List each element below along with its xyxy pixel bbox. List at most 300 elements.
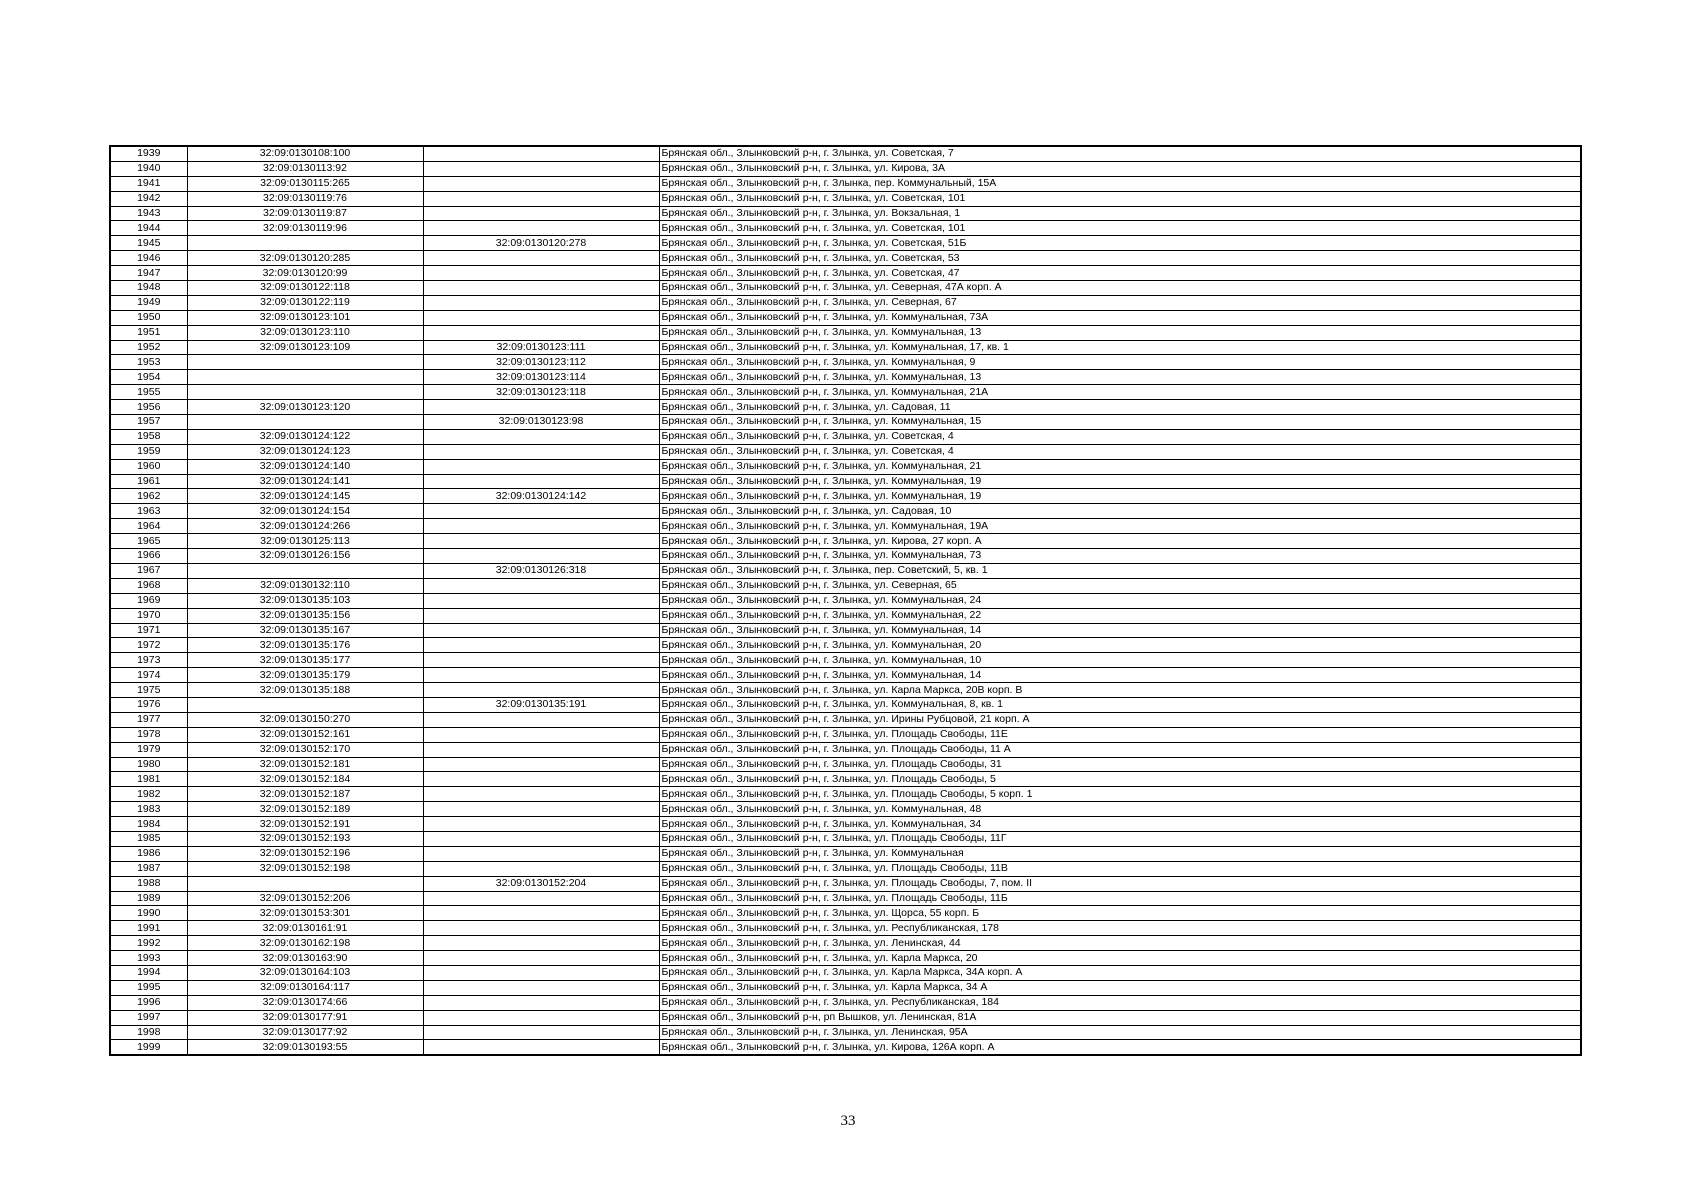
- address-cell: Брянская обл., Злынковский р-н, г. Злынка, ул. Коммунальная, 34: [659, 817, 1581, 832]
- object-number-cell: [423, 429, 659, 444]
- row-number-cell: 1966: [110, 549, 187, 564]
- row-number-cell: 1942: [110, 191, 187, 206]
- row-number-cell: 1963: [110, 504, 187, 519]
- cadastral-number-cell: 32:09:0130123:110: [187, 325, 423, 340]
- object-number-cell: 32:09:0130135:191: [423, 697, 659, 712]
- object-number-cell: [423, 757, 659, 772]
- address-cell: Брянская обл., Злынковский р-н, г. Злынка, ул. Коммунальная, 19: [659, 474, 1581, 489]
- row-number-cell: 1960: [110, 459, 187, 474]
- address-cell: Брянская обл., Злынковский р-н, г. Злынка, ул. Советская, 101: [659, 221, 1581, 236]
- object-number-cell: [423, 846, 659, 861]
- row-number-cell: 1944: [110, 221, 187, 236]
- cadastral-number-cell: 32:09:0130108:100: [187, 146, 423, 161]
- address-cell: Брянская обл., Злынковский р-н, рп Вышков, ул. Ленинская, 81А: [659, 1010, 1581, 1025]
- cadastral-number-cell: [187, 370, 423, 385]
- table-row: [110, 876, 1581, 891]
- object-number-cell: [423, 221, 659, 236]
- table-row: [110, 638, 1581, 653]
- table-row: [110, 549, 1581, 564]
- row-number-cell: 1953: [110, 355, 187, 370]
- table-row: [110, 266, 1581, 281]
- object-number-cell: [423, 400, 659, 415]
- cadastral-number-cell: 32:09:0130152:196: [187, 846, 423, 861]
- table-row: [110, 236, 1581, 251]
- object-number-cell: [423, 727, 659, 742]
- row-number-cell: 1978: [110, 727, 187, 742]
- object-number-cell: 32:09:0130123:118: [423, 385, 659, 400]
- address-cell: Брянская обл., Злынковский р-н, г. Злынка, ул. Коммунальная, 21А: [659, 385, 1581, 400]
- address-cell: Брянская обл., Злынковский р-н, г. Злынка, ул. Площадь Свободы, 7, пом. II: [659, 876, 1581, 891]
- cadastral-number-cell: 32:09:0130122:119: [187, 295, 423, 310]
- cadastral-number-cell: 32:09:0130123:109: [187, 340, 423, 355]
- address-cell: Брянская обл., Злынковский р-н, г. Злынка, ул. Республиканская, 178: [659, 921, 1581, 936]
- cadastral-number-cell: 32:09:0130135:188: [187, 683, 423, 698]
- row-number-cell: 1983: [110, 802, 187, 817]
- address-cell: Брянская обл., Злынковский р-н, г. Злынка, ул. Ирины Рубцовой, 21 корп. А: [659, 712, 1581, 727]
- cadastral-number-cell: 32:09:0130152:181: [187, 757, 423, 772]
- object-number-cell: [423, 608, 659, 623]
- row-number-cell: 1955: [110, 385, 187, 400]
- object-number-cell: [423, 325, 659, 340]
- address-cell: Брянская обл., Злынковский р-н, г. Злынка, ул. Кирова, 27 корп. А: [659, 534, 1581, 549]
- object-number-cell: [423, 444, 659, 459]
- row-number-cell: 1965: [110, 534, 187, 549]
- cadastral-number-cell: 32:09:0130119:87: [187, 206, 423, 221]
- cadastral-number-cell: 32:09:0130177:92: [187, 1025, 423, 1040]
- object-number-cell: [423, 623, 659, 638]
- row-number-cell: 1971: [110, 623, 187, 638]
- cadastral-number-cell: 32:09:0130152:193: [187, 831, 423, 846]
- address-cell: Брянская обл., Злынковский р-н, г. Злынка, ул. Северная, 47А корп. А: [659, 281, 1581, 296]
- object-number-cell: [423, 474, 659, 489]
- address-cell: Брянская обл., Злынковский р-н, г. Злынка, пер. Советский, 5, кв. 1: [659, 563, 1581, 578]
- cadastral-number-cell: [187, 415, 423, 430]
- page-number: 33: [840, 1113, 856, 1129]
- table-row: [110, 1040, 1581, 1055]
- cadastral-number-cell: 32:09:0130124:140: [187, 459, 423, 474]
- cadastral-number-cell: 32:09:0130115:265: [187, 176, 423, 191]
- object-number-cell: [423, 861, 659, 876]
- table-row: [110, 683, 1581, 698]
- object-number-cell: [423, 906, 659, 921]
- table-row: [110, 504, 1581, 519]
- cadastral-number-cell: 32:09:0130177:91: [187, 1010, 423, 1025]
- row-number-cell: 1984: [110, 817, 187, 832]
- row-number-cell: 1993: [110, 951, 187, 966]
- cadastral-number-cell: [187, 876, 423, 891]
- table-row: [110, 697, 1581, 712]
- cadastral-number-cell: 32:09:0130126:156: [187, 549, 423, 564]
- object-number-cell: 32:09:0130123:112: [423, 355, 659, 370]
- object-number-cell: [423, 504, 659, 519]
- row-number-cell: 1992: [110, 936, 187, 951]
- row-number-cell: 1950: [110, 310, 187, 325]
- cadastral-number-cell: 32:09:0130124:266: [187, 519, 423, 534]
- cadastral-number-cell: 32:09:0130124:123: [187, 444, 423, 459]
- table-row: [110, 251, 1581, 266]
- row-number-cell: 1975: [110, 683, 187, 698]
- cadastral-number-cell: 32:09:0130174:66: [187, 995, 423, 1010]
- address-cell: Брянская обл., Злынковский р-н, г. Злынка, ул. Советская, 101: [659, 191, 1581, 206]
- address-cell: Брянская обл., Злынковский р-н, г. Злынка, ул. Площадь Свободы, 11 А: [659, 742, 1581, 757]
- cadastral-table: [109, 145, 1582, 1056]
- table-row: [110, 965, 1581, 980]
- cadastral-number-cell: 32:09:0130164:117: [187, 980, 423, 995]
- address-cell: Брянская обл., Злынковский р-н, г. Злынка, ул. Коммунальная, 13: [659, 370, 1581, 385]
- address-cell: Брянская обл., Злынковский р-н, г. Злынка, ул. Кирова, 3А: [659, 161, 1581, 176]
- cadastral-number-cell: [187, 697, 423, 712]
- table-row: [110, 995, 1581, 1010]
- row-number-cell: 1952: [110, 340, 187, 355]
- table-row: [110, 489, 1581, 504]
- table-body: [110, 146, 1581, 1055]
- object-number-cell: [423, 772, 659, 787]
- address-cell: Брянская обл., Злынковский р-н, г. Злынка, ул. Садовая, 10: [659, 504, 1581, 519]
- cadastral-number-cell: 32:09:0130123:101: [187, 310, 423, 325]
- table-row: [110, 980, 1581, 995]
- table-row: [110, 191, 1581, 206]
- address-cell: Брянская обл., Злынковский р-н, г. Злынка, ул. Коммунальная, 73: [659, 549, 1581, 564]
- address-cell: Брянская обл., Злынковский р-н, г. Злынка, ул. Советская, 4: [659, 444, 1581, 459]
- object-number-cell: 32:09:0130120:278: [423, 236, 659, 251]
- table-row: [110, 891, 1581, 906]
- cadastral-number-cell: 32:09:0130162:198: [187, 936, 423, 951]
- address-cell: Брянская обл., Злынковский р-н, г. Злынка, ул. Коммунальная, 19А: [659, 519, 1581, 534]
- row-number-cell: 1989: [110, 891, 187, 906]
- address-cell: Брянская обл., Злынковский р-н, г. Злынка, ул. Коммунальная, 22: [659, 608, 1581, 623]
- row-number-cell: 1940: [110, 161, 187, 176]
- address-cell: Брянская обл., Злынковский р-н, г. Злынка, ул. Коммунальная, 48: [659, 802, 1581, 817]
- cadastral-number-cell: 32:09:0130135:167: [187, 623, 423, 638]
- row-number-cell: 1945: [110, 236, 187, 251]
- object-number-cell: [423, 251, 659, 266]
- cadastral-number-cell: 32:09:0130164:103: [187, 965, 423, 980]
- table-row: [110, 653, 1581, 668]
- cadastral-number-cell: [187, 355, 423, 370]
- cadastral-number-cell: 32:09:0130120:285: [187, 251, 423, 266]
- address-cell: Брянская обл., Злынковский р-н, г. Злынка, ул. Кирова, 126А корп. А: [659, 1040, 1581, 1055]
- cadastral-number-cell: 32:09:0130135:103: [187, 593, 423, 608]
- object-number-cell: [423, 638, 659, 653]
- object-number-cell: [423, 281, 659, 296]
- object-number-cell: [423, 310, 659, 325]
- cadastral-number-cell: 32:09:0130152:198: [187, 861, 423, 876]
- table-row: [110, 921, 1581, 936]
- cadastral-number-cell: 32:09:0130124:154: [187, 504, 423, 519]
- address-cell: Брянская обл., Злынковский р-н, г. Злынка, ул. Площадь Свободы, 31: [659, 757, 1581, 772]
- table-row: [110, 459, 1581, 474]
- address-cell: Брянская обл., Злынковский р-н, г. Злынка, ул. Советская, 47: [659, 266, 1581, 281]
- row-number-cell: 1964: [110, 519, 187, 534]
- object-number-cell: 32:09:0130152:204: [423, 876, 659, 891]
- address-cell: Брянская обл., Злынковский р-н, г. Злынка, ул. Площадь Свободы, 5: [659, 772, 1581, 787]
- cadastral-number-cell: 32:09:0130152:170: [187, 742, 423, 757]
- address-cell: Брянская обл., Злынковский р-н, г. Злынка, ул. Карла Маркса, 34 А: [659, 980, 1581, 995]
- row-number-cell: 1998: [110, 1025, 187, 1040]
- cadastral-number-cell: 32:09:0130152:187: [187, 787, 423, 802]
- row-number-cell: 1970: [110, 608, 187, 623]
- cadastral-number-cell: 32:09:0130163:90: [187, 951, 423, 966]
- object-number-cell: [423, 921, 659, 936]
- address-cell: Брянская обл., Злынковский р-н, г. Злынка, ул. Площадь Свободы, 11Г: [659, 831, 1581, 846]
- row-number-cell: 1962: [110, 489, 187, 504]
- table-row: [110, 861, 1581, 876]
- address-cell: Брянская обл., Злынковский р-н, г. Злынка, ул. Карла Маркса, 20В корп. В: [659, 683, 1581, 698]
- address-cell: Брянская обл., Злынковский р-н, г. Злынка, ул. Ленинская, 44: [659, 936, 1581, 951]
- object-number-cell: 32:09:0130123:98: [423, 415, 659, 430]
- address-cell: Брянская обл., Злынковский р-н, г. Злынка, ул. Коммунальная, 24: [659, 593, 1581, 608]
- table-row: [110, 281, 1581, 296]
- table-row: [110, 563, 1581, 578]
- row-number-cell: 1956: [110, 400, 187, 415]
- cadastral-number-cell: 32:09:0130152:189: [187, 802, 423, 817]
- object-number-cell: [423, 1010, 659, 1025]
- table-row: [110, 340, 1581, 355]
- row-number-cell: 1980: [110, 757, 187, 772]
- object-number-cell: [423, 266, 659, 281]
- row-number-cell: 1997: [110, 1010, 187, 1025]
- table-row: [110, 727, 1581, 742]
- object-number-cell: [423, 295, 659, 310]
- table-row: [110, 400, 1581, 415]
- address-cell: Брянская обл., Злынковский р-н, г. Злынка, ул. Площадь Свободы, 11В: [659, 861, 1581, 876]
- row-number-cell: 1988: [110, 876, 187, 891]
- cadastral-number-cell: 32:09:0130122:118: [187, 281, 423, 296]
- address-cell: Брянская обл., Злынковский р-н, г. Злынка, ул. Коммунальная, 21: [659, 459, 1581, 474]
- address-cell: Брянская обл., Злынковский р-н, г. Злынка, ул. Коммунальная, 17, кв. 1: [659, 340, 1581, 355]
- object-number-cell: [423, 831, 659, 846]
- cadastral-number-cell: 32:09:0130120:99: [187, 266, 423, 281]
- object-number-cell: [423, 534, 659, 549]
- table-row: [110, 1025, 1581, 1040]
- object-number-cell: [423, 802, 659, 817]
- object-number-cell: 32:09:0130123:114: [423, 370, 659, 385]
- address-cell: Брянская обл., Злынковский р-н, г. Злынка, ул. Площадь Свободы, 11Е: [659, 727, 1581, 742]
- row-number-cell: 1985: [110, 831, 187, 846]
- object-number-cell: [423, 668, 659, 683]
- row-number-cell: 1995: [110, 980, 187, 995]
- cadastral-number-cell: 32:09:0130113:92: [187, 161, 423, 176]
- address-cell: Брянская обл., Злынковский р-н, г. Злынка, ул. Советская, 53: [659, 251, 1581, 266]
- row-number-cell: 1996: [110, 995, 187, 1010]
- table-row: [110, 757, 1581, 772]
- table-row: [110, 772, 1581, 787]
- row-number-cell: 1973: [110, 653, 187, 668]
- table-row: [110, 787, 1581, 802]
- row-number-cell: 1958: [110, 429, 187, 444]
- object-number-cell: [423, 519, 659, 534]
- cadastral-number-cell: 32:09:0130150:270: [187, 712, 423, 727]
- object-number-cell: [423, 206, 659, 221]
- object-number-cell: [423, 161, 659, 176]
- object-number-cell: [423, 459, 659, 474]
- table-row: [110, 206, 1581, 221]
- object-number-cell: [423, 191, 659, 206]
- address-cell: Брянская обл., Злынковский р-н, г. Злынка, ул. Северная, 67: [659, 295, 1581, 310]
- cadastral-number-cell: 32:09:0130153:301: [187, 906, 423, 921]
- object-number-cell: [423, 712, 659, 727]
- cadastral-number-cell: [187, 236, 423, 251]
- table-row: [110, 161, 1581, 176]
- object-number-cell: [423, 653, 659, 668]
- table-row: [110, 712, 1581, 727]
- table-row: [110, 325, 1581, 340]
- table-row: [110, 951, 1581, 966]
- address-cell: Брянская обл., Злынковский р-н, г. Злынка, ул. Советская, 51Б: [659, 236, 1581, 251]
- object-number-cell: [423, 951, 659, 966]
- table-row: [110, 608, 1581, 623]
- address-cell: Брянская обл., Злынковский р-н, г. Злынка, ул. Коммунальная, 14: [659, 623, 1581, 638]
- object-number-cell: [423, 936, 659, 951]
- row-number-cell: 1943: [110, 206, 187, 221]
- cadastral-number-cell: 32:09:0130152:206: [187, 891, 423, 906]
- row-number-cell: 1951: [110, 325, 187, 340]
- row-number-cell: 1967: [110, 563, 187, 578]
- cadastral-number-cell: 32:09:0130124:141: [187, 474, 423, 489]
- table-row: [110, 906, 1581, 921]
- cadastral-number-cell: 32:09:0130124:122: [187, 429, 423, 444]
- address-cell: Брянская обл., Злынковский р-н, г. Злынка, ул. Советская, 7: [659, 146, 1581, 161]
- row-number-cell: 1946: [110, 251, 187, 266]
- address-cell: Брянская обл., Злынковский р-н, г. Злынка, ул. Коммунальная, 73А: [659, 310, 1581, 325]
- object-number-cell: [423, 891, 659, 906]
- object-number-cell: [423, 683, 659, 698]
- table-row: [110, 415, 1581, 430]
- row-number-cell: 1968: [110, 578, 187, 593]
- object-number-cell: [423, 549, 659, 564]
- address-cell: Брянская обл., Злынковский р-н, г. Злынка, ул. Республиканская, 184: [659, 995, 1581, 1010]
- object-number-cell: 32:09:0130126:318: [423, 563, 659, 578]
- cadastral-number-cell: 32:09:0130125:113: [187, 534, 423, 549]
- table-row: [110, 936, 1581, 951]
- address-cell: Брянская обл., Злынковский р-н, г. Злынка, ул. Коммунальная, 20: [659, 638, 1581, 653]
- table-row: [110, 370, 1581, 385]
- table-row: [110, 593, 1581, 608]
- table-row: [110, 846, 1581, 861]
- table-row: [110, 578, 1581, 593]
- cadastral-number-cell: 32:09:0130119:96: [187, 221, 423, 236]
- row-number-cell: 1976: [110, 697, 187, 712]
- object-number-cell: [423, 146, 659, 161]
- cadastral-number-cell: 32:09:0130193:55: [187, 1040, 423, 1055]
- address-cell: Брянская обл., Злынковский р-н, г. Злынка, ул. Северная, 65: [659, 578, 1581, 593]
- address-cell: Брянская обл., Злынковский р-н, г. Злынка, пер. Коммунальный, 15А: [659, 176, 1581, 191]
- table-row: [110, 385, 1581, 400]
- object-number-cell: [423, 980, 659, 995]
- row-number-cell: 1977: [110, 712, 187, 727]
- address-cell: Брянская обл., Злынковский р-н, г. Злынка, ул. Коммунальная, 13: [659, 325, 1581, 340]
- table-row: [110, 831, 1581, 846]
- table-row: [110, 534, 1581, 549]
- cadastral-number-cell: 32:09:0130135:156: [187, 608, 423, 623]
- row-number-cell: 1999: [110, 1040, 187, 1055]
- object-number-cell: [423, 176, 659, 191]
- cadastral-number-cell: 32:09:0130152:184: [187, 772, 423, 787]
- row-number-cell: 1941: [110, 176, 187, 191]
- table-row: [110, 623, 1581, 638]
- table-row: [110, 444, 1581, 459]
- table-row: [110, 519, 1581, 534]
- table-row: [110, 668, 1581, 683]
- address-cell: Брянская обл., Злынковский р-н, г. Злынка, ул. Коммунальная, 15: [659, 415, 1581, 430]
- row-number-cell: 1961: [110, 474, 187, 489]
- table-row: [110, 176, 1581, 191]
- cadastral-number-cell: 32:09:0130152:191: [187, 817, 423, 832]
- cadastral-number-cell: [187, 563, 423, 578]
- object-number-cell: [423, 787, 659, 802]
- object-number-cell: 32:09:0130124:142: [423, 489, 659, 504]
- row-number-cell: 1979: [110, 742, 187, 757]
- table-row: [110, 1010, 1581, 1025]
- cadastral-number-cell: 32:09:0130123:120: [187, 400, 423, 415]
- cadastral-number-cell: 32:09:0130152:161: [187, 727, 423, 742]
- object-number-cell: [423, 1040, 659, 1055]
- cadastral-number-cell: 32:09:0130161:91: [187, 921, 423, 936]
- table-row: [110, 802, 1581, 817]
- address-cell: Брянская обл., Злынковский р-н, г. Злынка, ул. Коммунальная, 9: [659, 355, 1581, 370]
- address-cell: Брянская обл., Злынковский р-н, г. Злынка, ул. Площадь Свободы, 5 корп. 1: [659, 787, 1581, 802]
- row-number-cell: 1974: [110, 668, 187, 683]
- address-cell: Брянская обл., Злынковский р-н, г. Злынка, ул. Щорса, 55 корп. Б: [659, 906, 1581, 921]
- object-number-cell: [423, 593, 659, 608]
- object-number-cell: [423, 578, 659, 593]
- table-row: [110, 474, 1581, 489]
- object-number-cell: 32:09:0130123:111: [423, 340, 659, 355]
- table-row: [110, 355, 1581, 370]
- cadastral-number-cell: 32:09:0130132:110: [187, 578, 423, 593]
- row-number-cell: 1969: [110, 593, 187, 608]
- address-cell: Брянская обл., Злынковский р-н, г. Злынка, ул. Ленинская, 95А: [659, 1025, 1581, 1040]
- table-row: [110, 221, 1581, 236]
- address-cell: Брянская обл., Злынковский р-н, г. Злынка, ул. Советская, 4: [659, 429, 1581, 444]
- address-cell: Брянская обл., Злынковский р-н, г. Злынка, ул. Коммунальная: [659, 846, 1581, 861]
- row-number-cell: 1939: [110, 146, 187, 161]
- cadastral-number-cell: 32:09:0130124:145: [187, 489, 423, 504]
- table-row: [110, 295, 1581, 310]
- address-cell: Брянская обл., Злынковский р-н, г. Злынка, ул. Площадь Свободы, 11Б: [659, 891, 1581, 906]
- table-row: [110, 429, 1581, 444]
- row-number-cell: 1986: [110, 846, 187, 861]
- address-cell: Брянская обл., Злынковский р-н, г. Злынка, ул. Карла Маркса, 34А корп. А: [659, 965, 1581, 980]
- table-row: [110, 310, 1581, 325]
- cadastral-number-cell: 32:09:0130135:177: [187, 653, 423, 668]
- object-number-cell: [423, 1025, 659, 1040]
- row-number-cell: 1959: [110, 444, 187, 459]
- row-number-cell: 1990: [110, 906, 187, 921]
- object-number-cell: [423, 995, 659, 1010]
- row-number-cell: 1994: [110, 965, 187, 980]
- table-row: [110, 146, 1581, 161]
- row-number-cell: 1948: [110, 281, 187, 296]
- address-cell: Брянская обл., Злынковский р-н, г. Злынка, ул. Коммунальная, 19: [659, 489, 1581, 504]
- cadastral-number-cell: 32:09:0130119:76: [187, 191, 423, 206]
- cadastral-number-cell: [187, 385, 423, 400]
- cadastral-number-cell: 32:09:0130135:179: [187, 668, 423, 683]
- address-cell: Брянская обл., Злынковский р-н, г. Злынка, ул. Садовая, 11: [659, 400, 1581, 415]
- address-cell: Брянская обл., Злынковский р-н, г. Злынка, ул. Коммунальная, 14: [659, 668, 1581, 683]
- row-number-cell: 1981: [110, 772, 187, 787]
- row-number-cell: 1949: [110, 295, 187, 310]
- object-number-cell: [423, 817, 659, 832]
- address-cell: Брянская обл., Злынковский р-н, г. Злынка, ул. Вокзальная, 1: [659, 206, 1581, 221]
- row-number-cell: 1987: [110, 861, 187, 876]
- row-number-cell: 1972: [110, 638, 187, 653]
- row-number-cell: 1954: [110, 370, 187, 385]
- address-cell: Брянская обл., Злынковский р-н, г. Злынка, ул. Коммунальная, 8, кв. 1: [659, 697, 1581, 712]
- row-number-cell: 1957: [110, 415, 187, 430]
- address-cell: Брянская обл., Злынковский р-н, г. Злынка, ул. Коммунальная, 10: [659, 653, 1581, 668]
- cadastral-number-cell: 32:09:0130135:176: [187, 638, 423, 653]
